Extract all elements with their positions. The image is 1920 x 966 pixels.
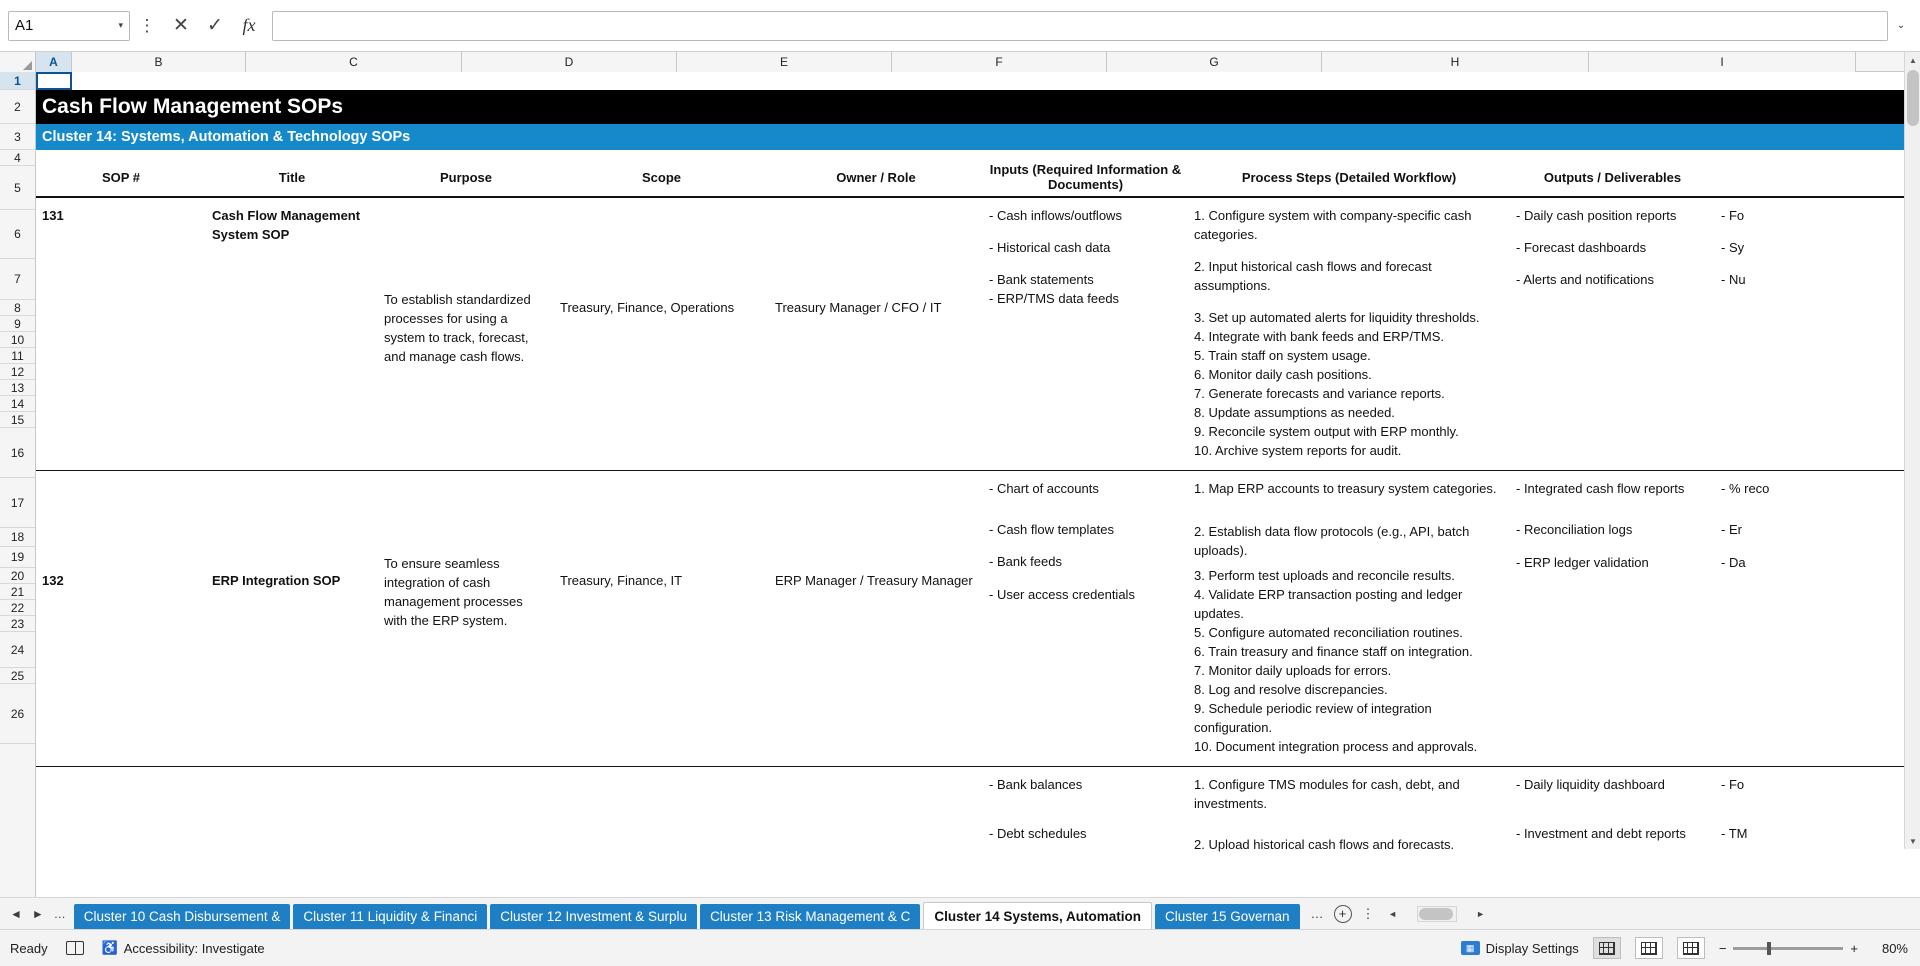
sheet-canvas[interactable] [36, 72, 1920, 901]
zoom-slider[interactable] [1719, 941, 1858, 956]
row-header-18[interactable]: 18 [0, 528, 35, 547]
sheet-tabs [74, 898, 1303, 930]
zoom-level[interactable]: 80% [1881, 940, 1908, 956]
sheet-nav-controls [6, 907, 74, 921]
cell-process-steps [1188, 767, 1510, 864]
kpi-line: - TM [1721, 826, 1748, 841]
status-bar [0, 929, 1920, 966]
name-box-value: A1 [15, 17, 34, 34]
step-line: 4. Validate ERP transaction posting and ledger updates. [1194, 587, 1463, 621]
row-header-7[interactable]: 7 [0, 259, 35, 300]
step-line: 5. Train staff on system usage. [1194, 348, 1371, 363]
hscroll-right-icon[interactable]: ► [1476, 908, 1485, 919]
accessibility-icon: ♿ [101, 940, 118, 955]
workbook-icon [66, 941, 84, 955]
table-row[interactable] [36, 198, 1920, 471]
sheet-tab-cluster-11[interactable]: Cluster 11 Liquidity & Financi [293, 904, 487, 930]
row-header-14[interactable]: 14 [0, 396, 35, 412]
row-header-6[interactable]: 6 [0, 210, 35, 259]
input-line: - Chart of accounts [989, 481, 1099, 496]
sheet-count-indicator[interactable] [66, 941, 84, 955]
cell-title: ERP Integration SOP [212, 573, 341, 588]
column-header-F[interactable]: F [892, 52, 1107, 72]
row-header-24[interactable]: 24 [0, 632, 35, 668]
sheet-tab-cluster-15[interactable]: Cluster 15 Governan [1155, 904, 1300, 930]
hscroll-left-icon[interactable]: ◄ [1388, 908, 1397, 919]
first-sheet-icon[interactable]: ◄ [10, 906, 22, 921]
output-line: - ERP ledger validation [1516, 555, 1649, 570]
input-line: - User access credentials [989, 587, 1135, 602]
row-header-20[interactable]: 20 [0, 568, 35, 584]
step-line: 1. Configure system with company-specific cash categories. [1194, 208, 1472, 242]
row-header-19[interactable]: 19 [0, 547, 35, 568]
cell-inputs [983, 198, 1188, 470]
sheet-tab-cluster-13[interactable]: Cluster 13 Risk Management & C [700, 904, 920, 930]
row-header-16[interactable]: 16 [0, 428, 35, 478]
normal-view-button[interactable] [1593, 937, 1621, 959]
cell-outputs [1510, 471, 1715, 766]
output-line: - Reconciliation logs [1516, 522, 1633, 537]
cell-purpose: To establish standardized processes for using a system to track, forecast, and manage cash flows. [384, 292, 531, 364]
document-title: Cash Flow Management SOPs [36, 90, 1920, 124]
step-line: 9. Reconcile system output with ERP monthly. [1194, 424, 1459, 439]
zoom-track[interactable] [1733, 947, 1843, 950]
row-header-3[interactable]: 3 [0, 124, 35, 150]
header-scope: Scope [641, 169, 681, 185]
vertical-scroll-thumb[interactable] [1907, 70, 1919, 126]
step-line: 5. Configure automated reconciliation routines. [1194, 625, 1463, 640]
output-line: - Integrated cash flow reports [1516, 481, 1685, 496]
scroll-up-icon[interactable]: ▲ [1905, 52, 1920, 68]
step-line: 8. Log and resolve discrepancies. [1194, 682, 1388, 697]
header-outputs: Outputs / Deliverables [1543, 169, 1682, 185]
row-header-15[interactable]: 15 [0, 412, 35, 428]
vertical-scrollbar[interactable] [1904, 52, 1920, 849]
input-line: - Cash inflows/outflows [989, 208, 1122, 223]
row-header-9[interactable]: 9 [0, 316, 35, 332]
cell-process-steps [1188, 198, 1510, 470]
kpi-line: - Sy [1721, 240, 1745, 255]
input-line: - Bank feeds [989, 554, 1062, 569]
input-line: - ERP/TMS data feeds [989, 291, 1120, 306]
output-line: - Daily liquidity dashboard [1516, 777, 1665, 792]
step-line: 2. Input historical cash flows and forecast assumptions. [1194, 259, 1432, 293]
input-line: - Bank statements [989, 272, 1094, 287]
column-header-row [0, 52, 1920, 72]
row-header-26[interactable]: 26 [0, 684, 35, 744]
column-header-G[interactable]: G [1107, 52, 1322, 72]
add-sheet-icon[interactable]: + [1334, 905, 1352, 923]
step-line: 6. Monitor daily cash positions. [1194, 367, 1372, 382]
page-layout-view-button[interactable] [1635, 937, 1663, 959]
row-header-column [0, 72, 36, 901]
column-header-D[interactable]: D [462, 52, 677, 72]
sheet-overflow-icon[interactable]: … [1310, 906, 1324, 921]
row-header-13[interactable]: 13 [0, 380, 35, 396]
step-line: 2. Upload historical cash flows and forecasts. [1194, 837, 1455, 852]
step-line: 8. Update assumptions as needed. [1194, 405, 1395, 420]
accessibility-status[interactable] [102, 940, 265, 956]
cell-kpis [1715, 198, 1920, 470]
accept-icon[interactable]: ✓ [207, 15, 223, 36]
display-settings-icon: ▦ [1461, 941, 1480, 955]
name-box[interactable] [8, 11, 130, 41]
cell-purpose [378, 767, 554, 864]
page-layout-icon [1641, 942, 1657, 955]
input-line: - Historical cash data [989, 240, 1111, 255]
step-line: 3. Set up automated alerts for liquidity thresholds. [1194, 310, 1480, 325]
scroll-down-icon[interactable]: ▼ [1905, 833, 1920, 849]
function-wizard-icon[interactable]: fx [242, 15, 256, 35]
cell-owner: Treasury Manager / CFO / IT [775, 300, 942, 315]
kpi-line: - Nu [1721, 272, 1746, 287]
header-inputs: Inputs (Required Information & Documents) [989, 162, 1182, 192]
header-sop-number: SOP # [101, 169, 141, 185]
cluster-subtitle: Cluster 14: Systems, Automation & Technology SOPs [36, 124, 1920, 150]
horizontal-scroll-thumb[interactable] [1419, 908, 1453, 920]
name-box-menu-icon[interactable]: ⋮ [138, 15, 156, 35]
table-header-row [36, 158, 1920, 198]
cell-sop-number [36, 767, 206, 864]
status-state: Ready [10, 940, 48, 956]
row-header-4[interactable]: 4 [0, 150, 35, 166]
header-purpose: Purpose [439, 169, 492, 185]
horizontal-scrollbar[interactable] [1417, 906, 1457, 922]
row-header-10[interactable]: 10 [0, 332, 35, 348]
kpi-line: - Fo [1721, 208, 1745, 223]
input-line: - Bank balances [989, 777, 1083, 792]
select-all-corner[interactable] [0, 52, 36, 72]
kpi-line: - Da [1721, 555, 1746, 570]
input-line: - Debt schedules [989, 826, 1087, 841]
display-settings-label: Display Settings [1485, 940, 1579, 956]
step-line: 1. Configure TMS modules for cash, debt, and investments. [1194, 777, 1460, 811]
page-break-view-button[interactable] [1677, 937, 1705, 959]
header-owner-role: Owner / Role [836, 169, 916, 185]
sheet-tab-cluster-14[interactable]: Cluster 14 Systems, Automation [923, 902, 1152, 930]
zoom-out-icon[interactable]: − [1718, 940, 1727, 956]
row-header-11[interactable]: 11 [0, 348, 35, 364]
cell-title [206, 767, 378, 864]
cell-title: Cash Flow Management System SOP [212, 208, 361, 242]
chevron-down-icon[interactable]: ▾ [118, 20, 123, 30]
zoom-in-icon[interactable]: + [1850, 940, 1858, 956]
accessibility-label: Accessibility: Investigate [123, 940, 265, 956]
header-process-steps: Process Steps (Detailed Workflow) [1241, 169, 1457, 185]
cell-outputs [1510, 767, 1715, 864]
sheet-tab-bar [0, 897, 1920, 929]
step-line: 10. Archive system reports for audit. [1194, 443, 1402, 458]
cell-scope: Treasury, Finance, IT [560, 573, 683, 588]
cell-scope: Treasury, Finance, Operations [560, 300, 735, 315]
sheet-tab-cluster-10[interactable]: Cluster 10 Cash Disbursement & [74, 904, 291, 930]
cell-sop-number: 132 [42, 573, 64, 588]
row-header-2[interactable]: 2 [0, 90, 35, 124]
step-line: 4. Integrate with bank feeds and ERP/TMS. [1194, 329, 1445, 344]
output-line: - Forecast dashboards [1516, 240, 1647, 255]
input-line: - Cash flow templates [989, 522, 1114, 537]
column-header-A[interactable]: A [36, 52, 72, 72]
row-header-12[interactable]: 12 [0, 364, 35, 380]
row-header-21[interactable]: 21 [0, 584, 35, 600]
step-line: 10. Document integration process and approvals. [1194, 739, 1478, 754]
formula-input[interactable] [272, 11, 1888, 41]
column-header-E[interactable]: E [677, 52, 892, 72]
sop-table [36, 158, 1920, 864]
kpi-line: - % reco [1721, 481, 1770, 496]
next-sheet-icon[interactable]: ► [31, 906, 44, 921]
cell-process-steps [1188, 471, 1510, 766]
normal-view-icon [1599, 942, 1615, 955]
zoom-knob[interactable] [1767, 942, 1771, 955]
expand-formula-bar-icon[interactable]: ⌄ [1896, 20, 1906, 31]
step-line: 2. Establish data flow protocols (e.g., API, batch uploads). [1194, 524, 1470, 558]
step-line: 7. Monitor daily uploads for errors. [1194, 663, 1392, 678]
display-settings-button[interactable] [1461, 941, 1579, 956]
sheet-tab-cluster-12[interactable]: Cluster 12 Investment & Surplu [490, 904, 697, 930]
step-line: 1. Map ERP accounts to treasury system categories. [1194, 481, 1497, 496]
cell-sop-number: 131 [42, 208, 64, 223]
cell-purpose: To ensure seamless integration of cash management processes with the ERP system. [384, 556, 523, 628]
row-header-1[interactable]: 1 [0, 72, 35, 90]
cell-outputs [1510, 198, 1715, 470]
cell-kpis [1715, 471, 1920, 766]
row-header-17[interactable]: 17 [0, 478, 35, 528]
cancel-icon[interactable]: ✕ [173, 15, 189, 36]
row-header-22[interactable]: 22 [0, 600, 35, 616]
column-header-H[interactable]: H [1322, 52, 1589, 72]
active-cell-a1[interactable] [36, 72, 72, 90]
kpi-line: - Er [1721, 522, 1742, 537]
output-line: - Investment and debt reports [1516, 826, 1686, 841]
step-line: 6. Train treasury and finance staff on integration. [1194, 644, 1473, 659]
sheet-tab-controls [1311, 905, 1489, 923]
cell-inputs [983, 767, 1188, 864]
formula-bar [0, 0, 1920, 52]
page-break-icon [1683, 942, 1699, 955]
column-header-C[interactable]: C [246, 52, 462, 72]
cell-owner [769, 767, 983, 864]
output-line: - Daily cash position reports [1516, 208, 1677, 223]
cell-inputs [983, 471, 1188, 766]
step-line: 3. Perform test uploads and reconcile results. [1194, 568, 1455, 583]
step-line: 9. Schedule periodic review of integration configuration. [1194, 701, 1432, 735]
sheet-nav-more-icon[interactable]: … [53, 906, 66, 921]
cell-kpis [1715, 767, 1920, 864]
cell-scope [554, 767, 769, 864]
table-row[interactable] [36, 767, 1920, 864]
sheet-menu-icon[interactable]: ⋮ [1361, 905, 1375, 921]
cell-owner: ERP Manager / Treasury Manager [775, 573, 973, 588]
row-header-23[interactable]: 23 [0, 616, 35, 632]
header-title: Title [278, 169, 306, 185]
kpi-line: - Fo [1721, 777, 1745, 792]
step-line: 7. Generate forecasts and variance reports. [1194, 386, 1445, 401]
column-header-I[interactable]: I [1589, 52, 1856, 72]
spreadsheet-grid[interactable] [0, 52, 1920, 901]
table-row[interactable] [36, 471, 1920, 767]
row-header-25[interactable]: 25 [0, 668, 35, 684]
column-header-B[interactable]: B [72, 52, 246, 72]
output-line: - Alerts and notifications [1516, 272, 1655, 287]
row-header-5[interactable]: 5 [0, 166, 35, 210]
row-header-8[interactable]: 8 [0, 300, 35, 316]
